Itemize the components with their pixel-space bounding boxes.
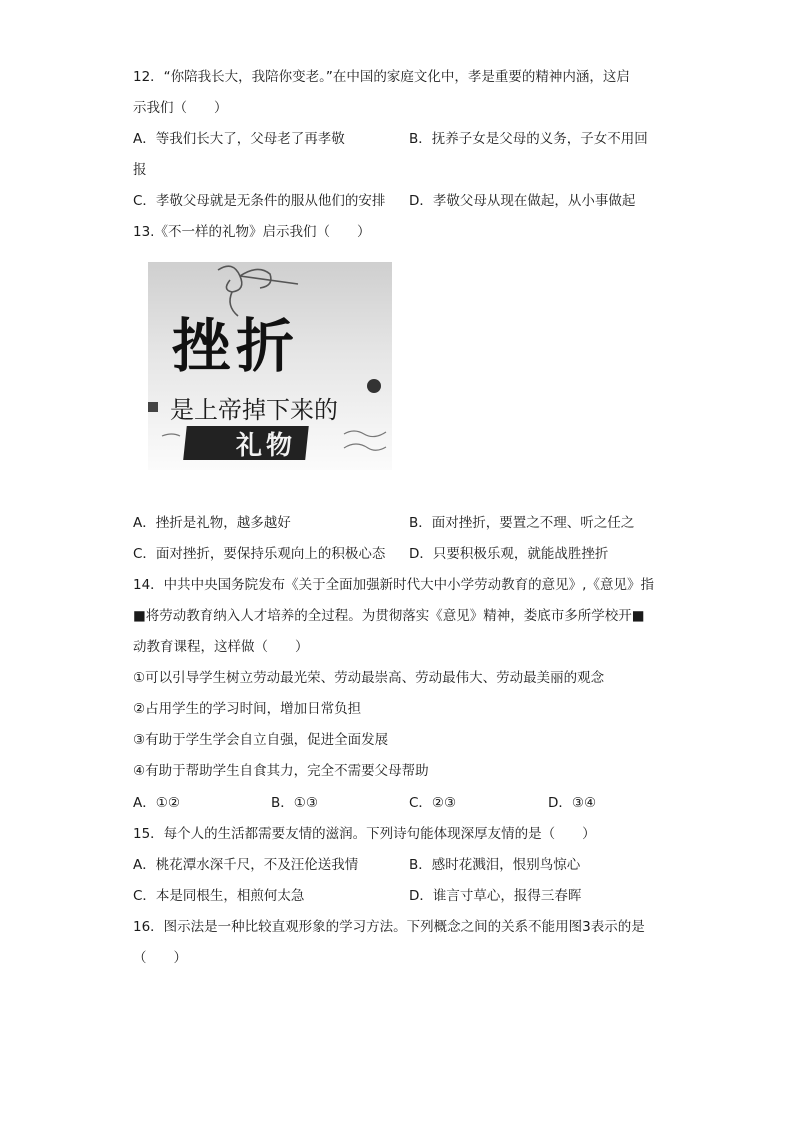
q14-statement-1: ①可以引导学生树立劳动最光荣、劳动最崇高、劳动最伟大、劳动最美丽的观念 [133, 670, 605, 686]
q14-statement-4: ④有助于帮助学生自食其力，完全不需要父母帮助 [133, 763, 429, 779]
q12-option-b-continued: 报 [133, 162, 147, 178]
image-subtitle: 是上帝掉下来的 [170, 396, 338, 424]
q13-option-a: A．挫折是礼物，越多越好 [133, 515, 291, 531]
q13-option-b: B．面对挫折，要置之不理、听之任之 [409, 515, 635, 531]
q15-stem: 15．每个人的生活都需要友情的滋润。下列诗句能体现深厚友情的是（ ） [133, 826, 596, 842]
q13-option-c: C．面对挫折，要保持乐观向上的积极心态 [133, 546, 386, 562]
q15-option-a: A．桃花潭水深千尺，不及汪伦送我情 [133, 857, 359, 873]
q12-option-d: D．孝敬父母从现在做起，从小事做起 [409, 193, 636, 209]
q12-option-c: C．孝敬父母就是无条件的服从他们的安排 [133, 193, 386, 209]
image-tag-text: 礼物 [236, 431, 297, 461]
ornament-icon [367, 379, 381, 393]
q16-stem-line2: （ ） [133, 950, 187, 966]
q12-option-a: A．等我们长大了，父母老了再孝敬 [133, 131, 345, 147]
q14-stem-line2: ■将劳动教育纳入人才培养的全过程。为贯彻落实《意见》精神，娄底市多所学校开■ [133, 608, 645, 624]
q14-statement-2: ②占用学生的学习时间，增加日常负担 [133, 701, 362, 717]
q12-stem-line2: 示我们（ ） [133, 100, 228, 116]
q14-statement-3: ③有助于学生学会自立自强，促进全面发展 [133, 732, 389, 748]
q12-stem-line1: 12．“你陪我长大，我陪你变老。”在中国的家庭文化中，孝是重要的精神内涵，这启 [133, 69, 630, 85]
q13-option-d: D．只要积极乐观，就能战胜挫折 [409, 546, 609, 562]
q14-stem-line3: 动教育课程，这样做（ ） [133, 639, 309, 655]
frustration-gift-image [148, 262, 392, 470]
q14-option-c: C．②③ [409, 795, 457, 811]
q14-option-a: A．①② [133, 795, 180, 811]
q15-option-d: D．谁言寸草心，报得三春晖 [409, 888, 582, 904]
q13-stem: 13.《不一样的礼物》启示我们（ ） [133, 224, 371, 240]
image-heading: 挫折 [172, 312, 301, 380]
q15-option-c: C．本是同根生，相煎何太急 [133, 888, 305, 904]
q12-option-b: B．抚养子女是父母的义务，子女不用回 [409, 131, 648, 147]
q14-option-d: D．③④ [548, 795, 597, 811]
q16-stem-line1: 16．图示法是一种比较直观形象的学习方法。下列概念之间的关系不能用图3表示的是 [133, 919, 645, 935]
q14-stem-line1: 14．中共中央国务院发布《关于全面加强新时代大中小学劳动教育的意见》,《意见》指 [133, 577, 654, 593]
q14-option-b: B．①③ [271, 795, 318, 811]
q15-option-b: B．感时花溅泪，恨别鸟惊心 [409, 857, 581, 873]
